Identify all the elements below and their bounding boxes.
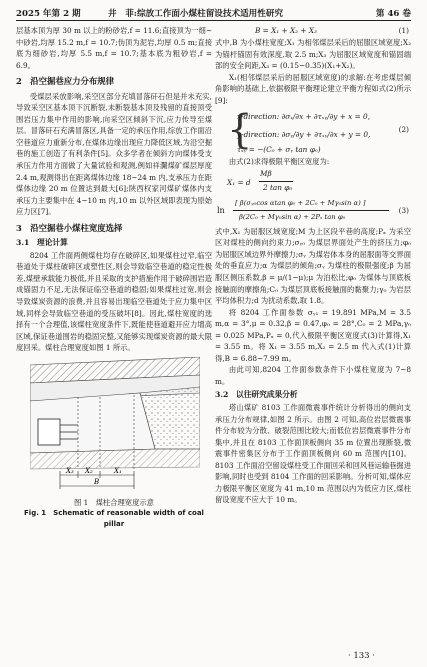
fraction-denominator: β(2C₀ + Mγ₀sin α) + 2Pₓ tan φ₀ bbox=[239, 212, 346, 221]
paragraph: 由式(2)求得极限平衡区宽度为: bbox=[228, 157, 330, 167]
fraction-numerator: Mβ bbox=[260, 168, 272, 178]
paragraph: 式中,B 为小煤柱宽度;X₁ 为相邻煤层采后的屈服区域宽度;X₂ 为锚杆锚固有效深度,取 2.5 m;X₃ 为屈服区域宽度和锚固端部的安全间距,X₃ = (0.15~0.35)(X₁+X₂)。 bbox=[215, 38, 411, 71]
paragraph: 塔山煤矿 8103 工作面微震事件统计分析得出的侧向支承压力分布规律,如图 2 所示。由图 2 可知,高位岩层微震事件分布较为分散、破裂范围比较大;而低位岩层微震事件分布集中,并且在 8103 工作面顶板侧向 35 m 位置出现断裂,微震事件密集区分布于工作面顶板侧向 60 m 范围内[10]。8103 工作面沿空留设煤柱受工作面回采和回风巷运输巷掘进影响,同时也受到 8104 工作面的回采影响。分析可知,煤体应力极限平衡区宽度为 41 m,10 m 范围以内为低应力区,煤柱留设宽度不应大于 10 m。 bbox=[215, 403, 412, 505]
label-x1: X₁ bbox=[114, 466, 122, 475]
paragraph: 式中,X₁ 为屈服区域宽度;M 为上区段平巷的高度;Pₓ 为采空区对煤柱的侧向约束力;σᵧ₀ 为煤层界面处产生的挤压力;φ₀ 为屈服区域边界外摩擦力;σᵧ 为煤岩体本身的屈服面等交界面处的垂直应力;α 为煤层的倾角;σᵧ 为煤柱的极限强度;β 为屈服区侧压系数,β = μ/(1−μ);μ 为泊松比;φ₀ 为煤体与顶底板接触面的摩擦角;C₀ 为煤层顶底板接触面的黏聚力;γ₀ 为岩层平均体积力;d 为扰动系数,取 1.8。 bbox=[215, 226, 411, 306]
equation-3 bbox=[215, 196, 411, 226]
section-heading: 3 沿空掘巷小煤柱宽度选择 bbox=[16, 222, 123, 233]
subsection-heading: 3.2 以往研究成果分析 bbox=[215, 390, 298, 400]
figure-caption-cn: 图 1 煤柱合理宽度示意 bbox=[74, 497, 154, 507]
volume-label: 第 46 卷 bbox=[375, 9, 411, 19]
paragraph: X₁(相邻煤层采后的屈服区域宽度)的求解:在考虑煤层倾角影响的基础上,依据极限平衡理论建立平衡方程如式(2)所示[9]: bbox=[215, 72, 411, 105]
right-column bbox=[215, 25, 411, 506]
equation-number: (2) bbox=[398, 125, 409, 135]
paragraph: 将 8204 工作面参数 σᵧ₁ = 19.891 MPa,M = 3.5 m,α = 3°,μ = 0.32,β = 0.47,φ₀ = 28°,C₀ = 2 MPa,γ₀ = 0.025 MPa,Pₓ = 0,代入极限平衡区宽度式(3)计算得,X₁ = 3.55 m。将 X₁ = 3.55 m,X₂ = 2.5 m 代入式(1)计算得,B = 6.88~7.99 m。 bbox=[215, 307, 411, 363]
equation-row: x-direction: ∂σₓ/∂x + ∂τₓᵧ/∂y + x = 0, bbox=[237, 112, 371, 122]
paragraph: 受煤层采放影响,采空区部分充填冒落矸石但是并未充实,导致采空区基本顶下沉断裂,未断裂基本顶及残留的直接顶受围岩压力集中作用的影响,向采空区倾斜下沉,应力传导至煤层。冒落矸石充满冒落区,具备一定的承压作用,综放工作面沿空巷道应力重新分布,在煤体边缘出现应力降低区域,为沿空掘巷的施工创造了有利条件[5]。众多学者在倾斜方向煤体受支承压力作用方面做了大量试验和观测,例如祥瀾煤矿煤层厚度 2.4 m,观测得出在距离煤体边缘 18~24 m 内,支承压力在距煤体边缘 20 m 位置达到最大[6];陕西权家河煤矿煤体内支承压力主要集中在 4~10 m 内,10 m 以外区域即表现为原始应力区[7]。 bbox=[16, 91, 212, 217]
subsection-heading: 3.1 理论计算 bbox=[16, 238, 68, 248]
left-column bbox=[16, 25, 212, 529]
equation-2 bbox=[215, 106, 411, 156]
section-heading: 2 沿空掘巷应力分布规律 bbox=[16, 76, 114, 87]
issue-label: 2025 年第 2 期 bbox=[16, 9, 81, 19]
paragraph: 8204 工作面两侧煤柱均存在破碎区,如果煤柱过窄,临空巷道处于煤柱破碎区或塑性区,则会导致临空巷道的稳定性极差,煤壁承载能力极低,并且采取的支护措施作用于破碎围岩造成锚固力不足,无法保证临空巷道的稳固;如果煤柱过宽,则会导致煤炭资源的浪费,并且容易出现临空巷道处于应力集中区域,同样会导致临空巷道的受压破坏[8]。因此,煤柱宽度的选择有一个合理值,该煤柱宽度条件下,既能使巷道避开应力增高区域,保证巷道围岩的稳固完整,又能够实现煤炭资源的最大限度回采。煤柱合理宽度如图 1 所示。 bbox=[16, 250, 212, 353]
paragraph: 由此可知,8204 工作面参数条件下小煤柱宽度为 7~8 m。 bbox=[215, 365, 411, 386]
equation-lhs: X₁ = d bbox=[227, 177, 251, 187]
running-header bbox=[16, 6, 411, 20]
equation-1 bbox=[215, 25, 411, 37]
figure-1 bbox=[16, 357, 212, 529]
fraction-numerator: [ β(σᵧ₀cos αtan φ₀ + 2C₀ + Mγ₀sin α) ] bbox=[235, 198, 366, 207]
paragraph: 层基本顶为厚 30 m 以上的粉砂岩,f = 11.6;直接顶为一细~中砂岩,均厚 15.2 m,f = 10.7;伪顶为泥岩,均厚 0.5 m;直接底为细砂岩,均厚 5.5 m,f = 10.7;基本底为粗砂岩,f = 6.9。 bbox=[16, 26, 212, 70]
roadway bbox=[38, 419, 60, 445]
label-x3: X₃ bbox=[66, 466, 74, 475]
pillar-diagram bbox=[30, 357, 200, 495]
label-b: B bbox=[94, 477, 100, 486]
page-number: · 133 · bbox=[347, 651, 375, 661]
equation-number: (1) bbox=[398, 26, 409, 35]
fraction-bar bbox=[233, 210, 389, 211]
equation-body: B = X₁ + X₂ + X₃ bbox=[255, 26, 317, 35]
brace-glyph: { bbox=[227, 107, 253, 154]
equation-number: (3) bbox=[398, 205, 409, 215]
equation-row: τₓᵧ = −(C₀ + σᵧ tan φ₀) bbox=[237, 145, 321, 155]
article-running-title: 井 菲:综放工作面小煤柱留设技术适用性研究 bbox=[108, 9, 284, 19]
ln-operator: ln bbox=[217, 205, 225, 215]
label-x2: X₂ bbox=[85, 466, 93, 475]
equation-row: y-direction: ∂σᵧ/∂y + ∂τₓᵧ/∂x + y = 0, bbox=[237, 130, 371, 140]
fraction-denominator: 2 tan φ₀ bbox=[263, 182, 293, 192]
floor-strata bbox=[30, 449, 200, 469]
figure-caption-en: Fig. 1 Schematic of reasonable width of coal pillar bbox=[24, 508, 204, 529]
equation-3-lhs bbox=[215, 168, 411, 196]
header-rule bbox=[16, 20, 411, 21]
